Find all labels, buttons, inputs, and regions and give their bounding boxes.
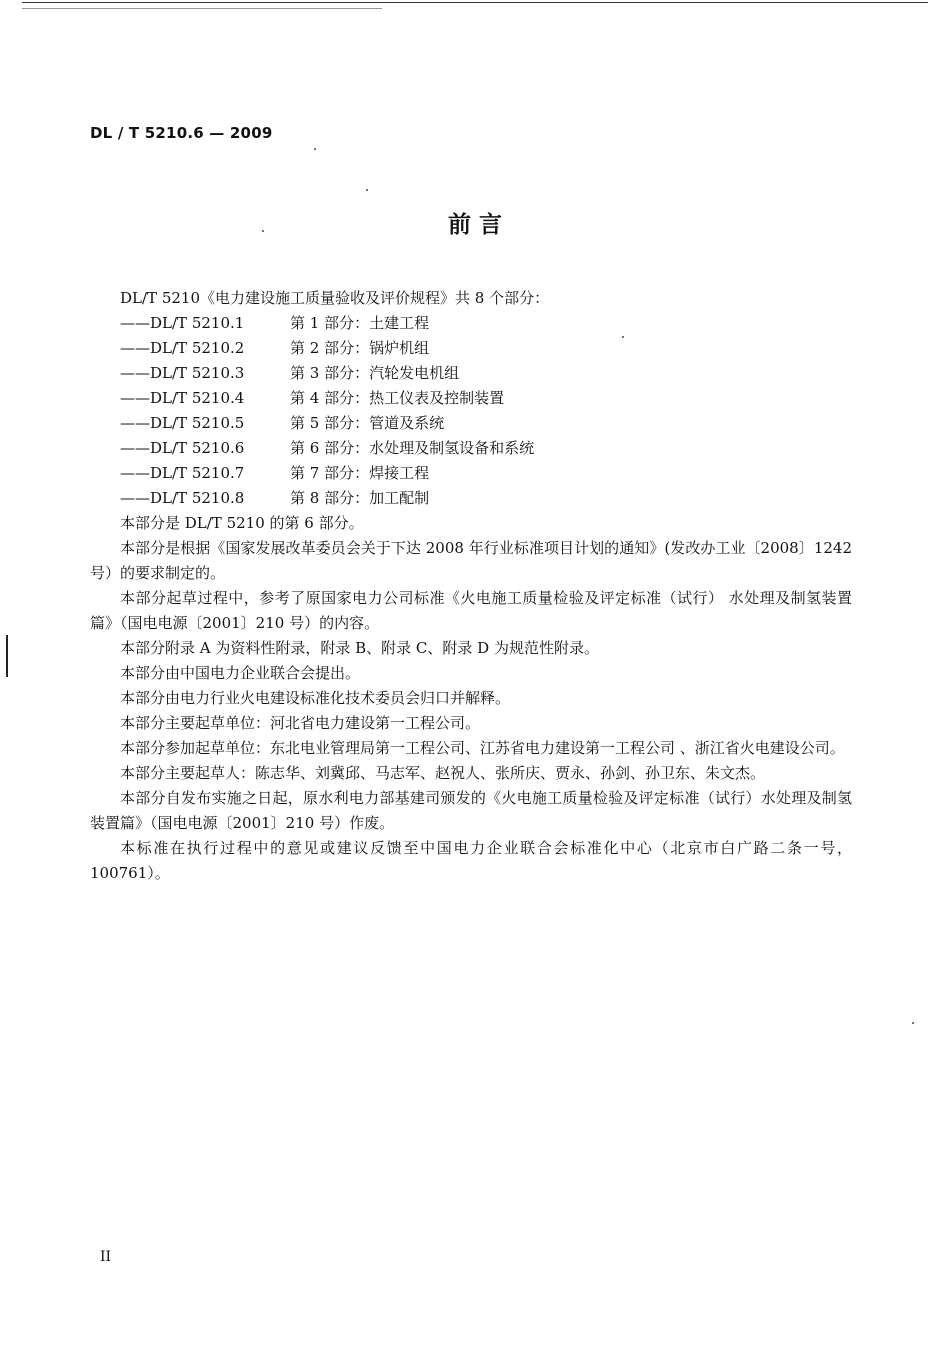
part-name: 第 1 部分：土建工程 [290,314,430,332]
top-border-line [22,2,928,3]
part-code: ——DL/T 5210.1 [120,314,245,332]
standard-number: DL / T 5210.6 — 2009 [90,124,273,142]
paragraph: 本部分主要起草人：陈志华、刘冀邱、马志军、赵祝人、张所庆、贾永、孙剑、孙卫东、朱文杰。 [120,764,766,782]
paragraph: 本部分是 DL/T 5210 的第 6 部分。 [120,514,364,532]
paragraph: 本部分是根据《国家发展改革委员会关于下达 2008 年行业标准项目计划的通知》(发改办工业〔2008〕1242 号）的要求制定的。 [90,539,852,582]
scan-speck [366,189,368,191]
intro-line: DL/T 5210《电力建设施工质量验收及评价规程》共 8 个部分： [120,289,550,307]
top-border-line-secondary [22,8,382,9]
part-code: ——DL/T 5210.3 [120,364,245,382]
part-item-3 [90,361,852,386]
paragraph: 本部分附录 A 为资料性附录，附录 B、附录 C、附录 D 为规范性附录。 [120,639,599,657]
scan-speck [912,1022,914,1024]
part-item-4 [90,386,852,411]
part-name: 第 2 部分：锅炉机组 [290,339,430,357]
page-number: II [100,1249,112,1265]
paragraph: 本部分自发布实施之日起，原水利电力部基建司颁发的《火电施工质量检验及评定标准（试行）水处理及制氢装置篇》（国电电源〔2001〕210 号）作废。 [90,789,852,832]
part-code: ——DL/T 5210.2 [120,339,245,357]
part-code: ——DL/T 5210.5 [120,414,245,432]
document-body [90,286,852,886]
scan-speck [314,148,316,150]
paragraph: 本部分由中国电力企业联合会提出。 [120,664,361,682]
part-code: ——DL/T 5210.8 [120,489,245,507]
paragraph: 本部分主要起草单位：河北省电力建设第一工程公司。 [120,714,481,732]
part-item-1 [90,311,852,336]
part-name: 第 6 部分：水处理及制氢设备和系统 [290,439,535,457]
part-name: 第 8 部分：加工配制 [290,489,430,507]
paragraph: 本部分起草过程中，参考了原国家电力公司标准《火电施工质量检验及评定标准（试行） 水处理及制氢装置篇》（国电电源〔2001〕210 号）的内容。 [90,589,852,632]
part-code: ——DL/T 5210.4 [120,389,245,407]
paragraph: 本部分参加起草单位：东北电业管理局第一工程公司、江苏省电力建设第一工程公司 、浙江省火电建设公司。 [120,739,845,757]
scan-margin-mark [6,635,8,677]
part-item-7 [90,461,852,486]
part-name: 第 4 部分：热工仪表及控制装置 [290,389,505,407]
paragraph: 本标准在执行过程中的意见或建议反馈至中国电力企业联合会标准化中心（北京市白广路二条一号，100761）。 [90,839,852,882]
part-code: ——DL/T 5210.7 [120,464,245,482]
part-name: 第 5 部分：管道及系统 [290,414,445,432]
part-name: 第 7 部分：焊接工程 [290,464,430,482]
part-code: ——DL/T 5210.6 [120,439,245,457]
part-name: 第 3 部分：汽轮发电机组 [290,364,460,382]
part-item-5 [90,411,852,436]
part-item-2 [90,336,852,361]
paragraph: 本部分由电力行业火电建设标准化技术委员会归口并解释。 [120,689,511,707]
part-item-8 [90,486,852,511]
parts-list [90,311,852,511]
part-item-6 [90,436,852,461]
page-title: 前 言 [447,212,502,238]
